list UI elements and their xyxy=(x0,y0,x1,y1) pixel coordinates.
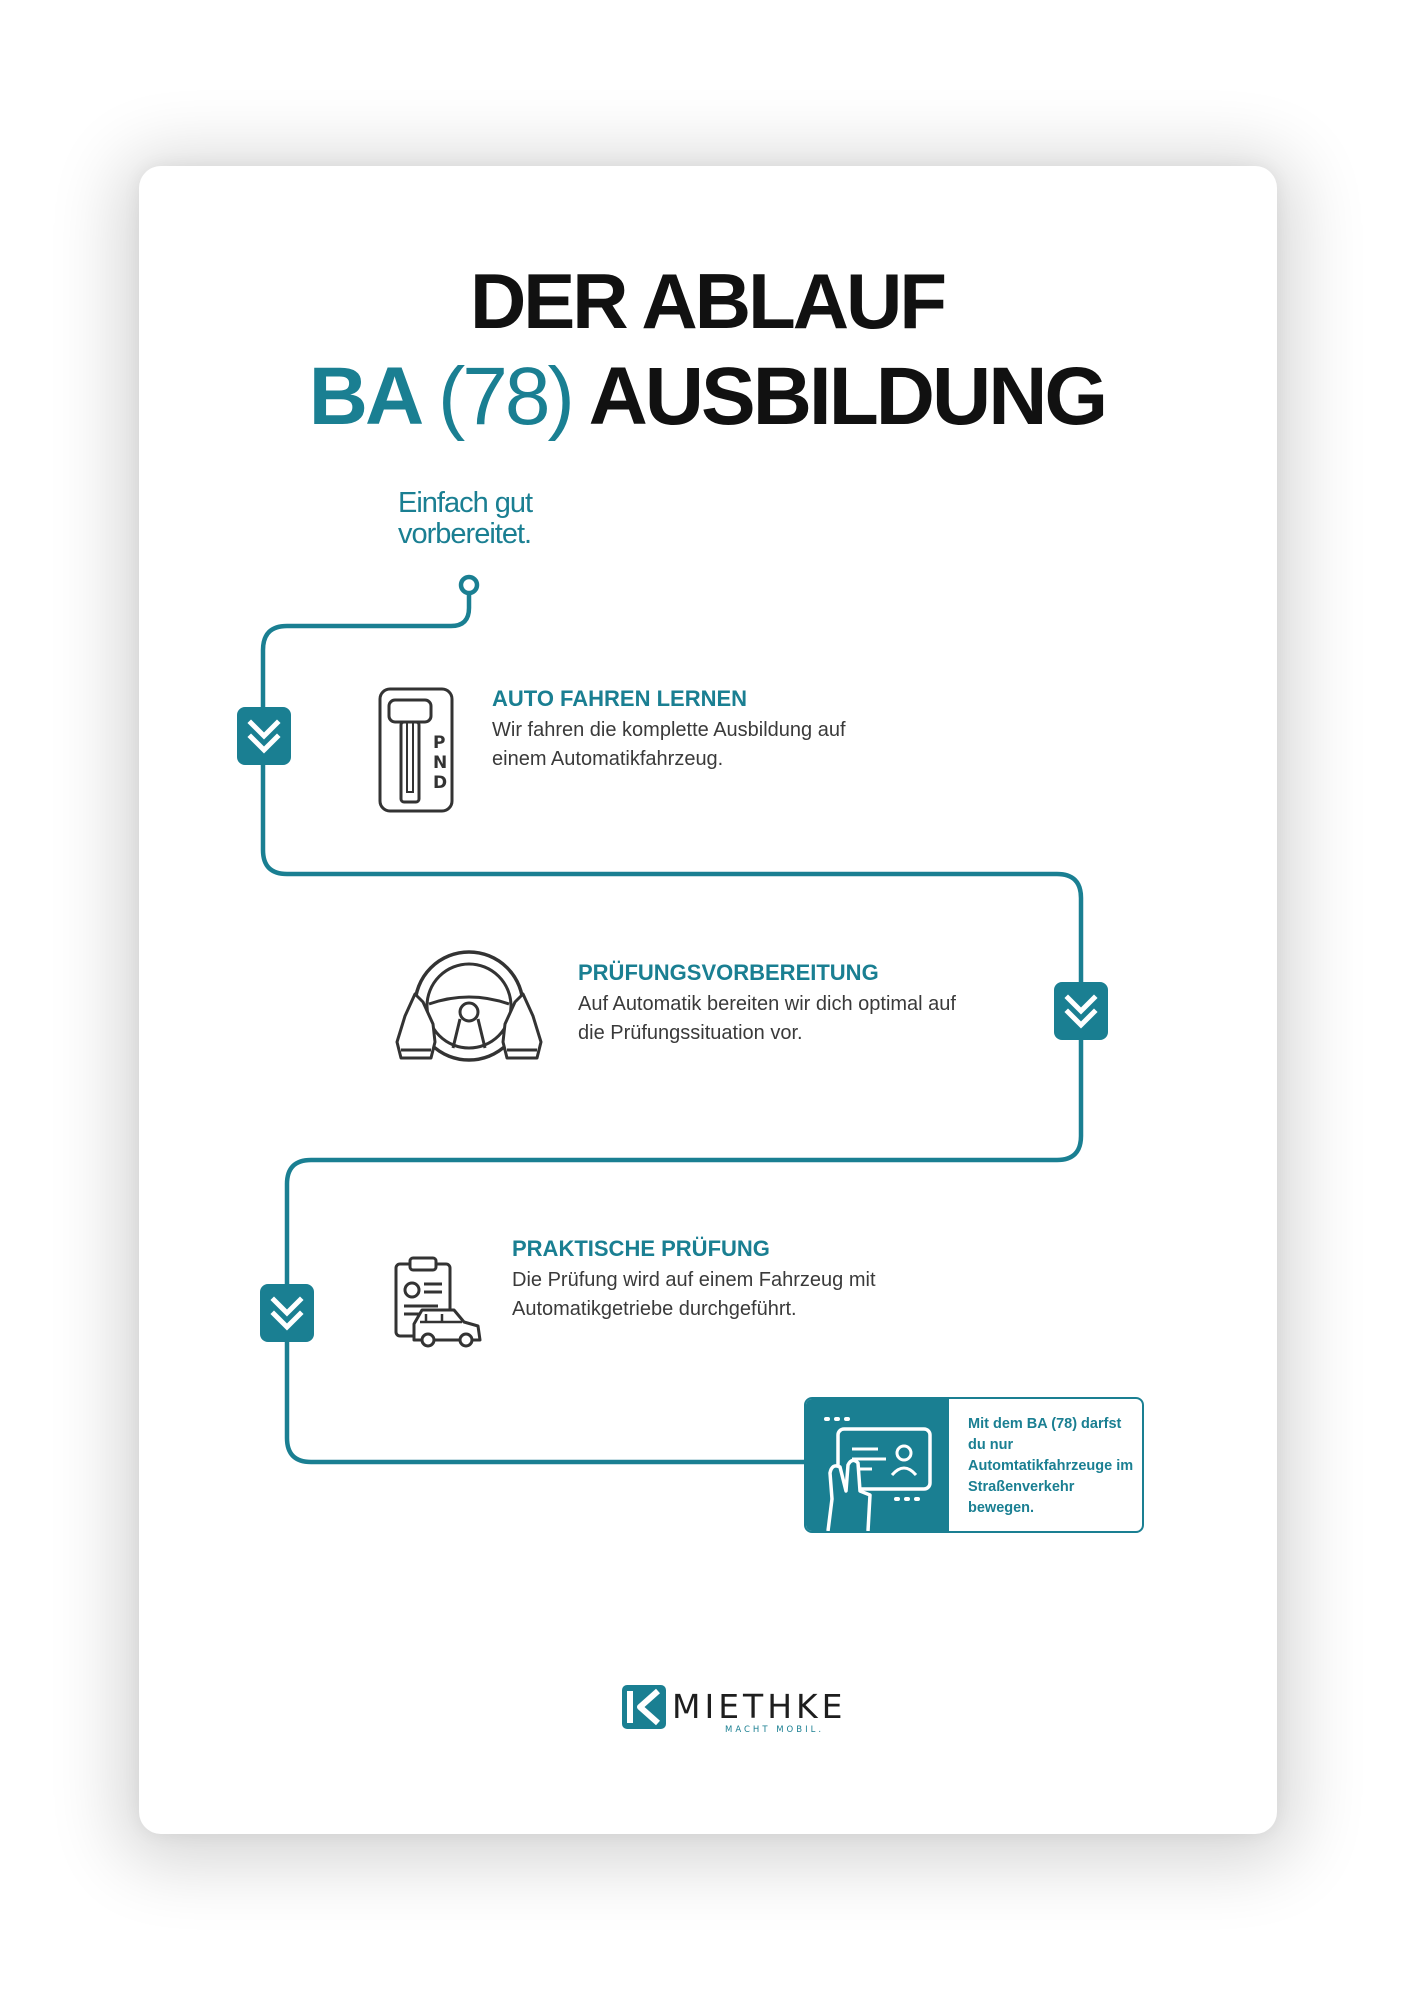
logo-wordmark: MIETHKE xyxy=(672,1687,847,1726)
subtitle-rest: AUSBILDUNG xyxy=(588,351,1106,442)
license-card-hand-icon xyxy=(806,1399,949,1531)
logo-mark-icon xyxy=(622,1685,666,1729)
shifter-letter-n: N xyxy=(433,753,448,773)
steering-wheel-icon xyxy=(393,946,545,1066)
step-title: PRAKTISCHE PRÜFUNG xyxy=(512,1236,770,1261)
shifter-letter-d: D xyxy=(433,773,448,793)
license-note-box xyxy=(804,1397,1144,1533)
logo-tagline: MACHT MOBIL. xyxy=(725,1725,825,1735)
step-title: PRÜFUNGSVORBEREITUNG xyxy=(578,960,879,985)
step-description: Die Prüfung wird auf einem Fahrzeug mit Automatikgetriebe durchgeführt. xyxy=(512,1269,876,1320)
tagline-line-2: vorbereitet. xyxy=(398,518,532,550)
note-text: Mit dem BA (78) darfst du nur Automtatikfahrzeuge im Straßenverkehr bewegen. xyxy=(968,1416,1134,1516)
subtitle-accent: BA xyxy=(308,351,419,442)
page-title: DER ABLAUF xyxy=(469,257,945,345)
step-description: Wir fahren die komplette Ausbildung auf einem Automatikfahrzeug. xyxy=(492,719,846,770)
chevron-down-icon xyxy=(237,707,291,765)
clipboard-car-icon xyxy=(392,1256,486,1348)
step-title: AUTO FAHREN LERNEN xyxy=(492,686,748,711)
miethke-logo xyxy=(622,1685,847,1735)
tagline-line-1: Einfach gut xyxy=(398,487,533,519)
shifter-letter-p: P xyxy=(433,733,446,753)
gear-shifter-icon xyxy=(377,686,455,814)
step-description: Auf Automatik bereiten wir dich optimal auf die Prüfungssituation vor. xyxy=(578,993,956,1044)
chevron-down-icon xyxy=(260,1284,314,1342)
subtitle-code: (78) xyxy=(437,351,572,442)
chevron-down-icon xyxy=(1054,982,1108,1040)
